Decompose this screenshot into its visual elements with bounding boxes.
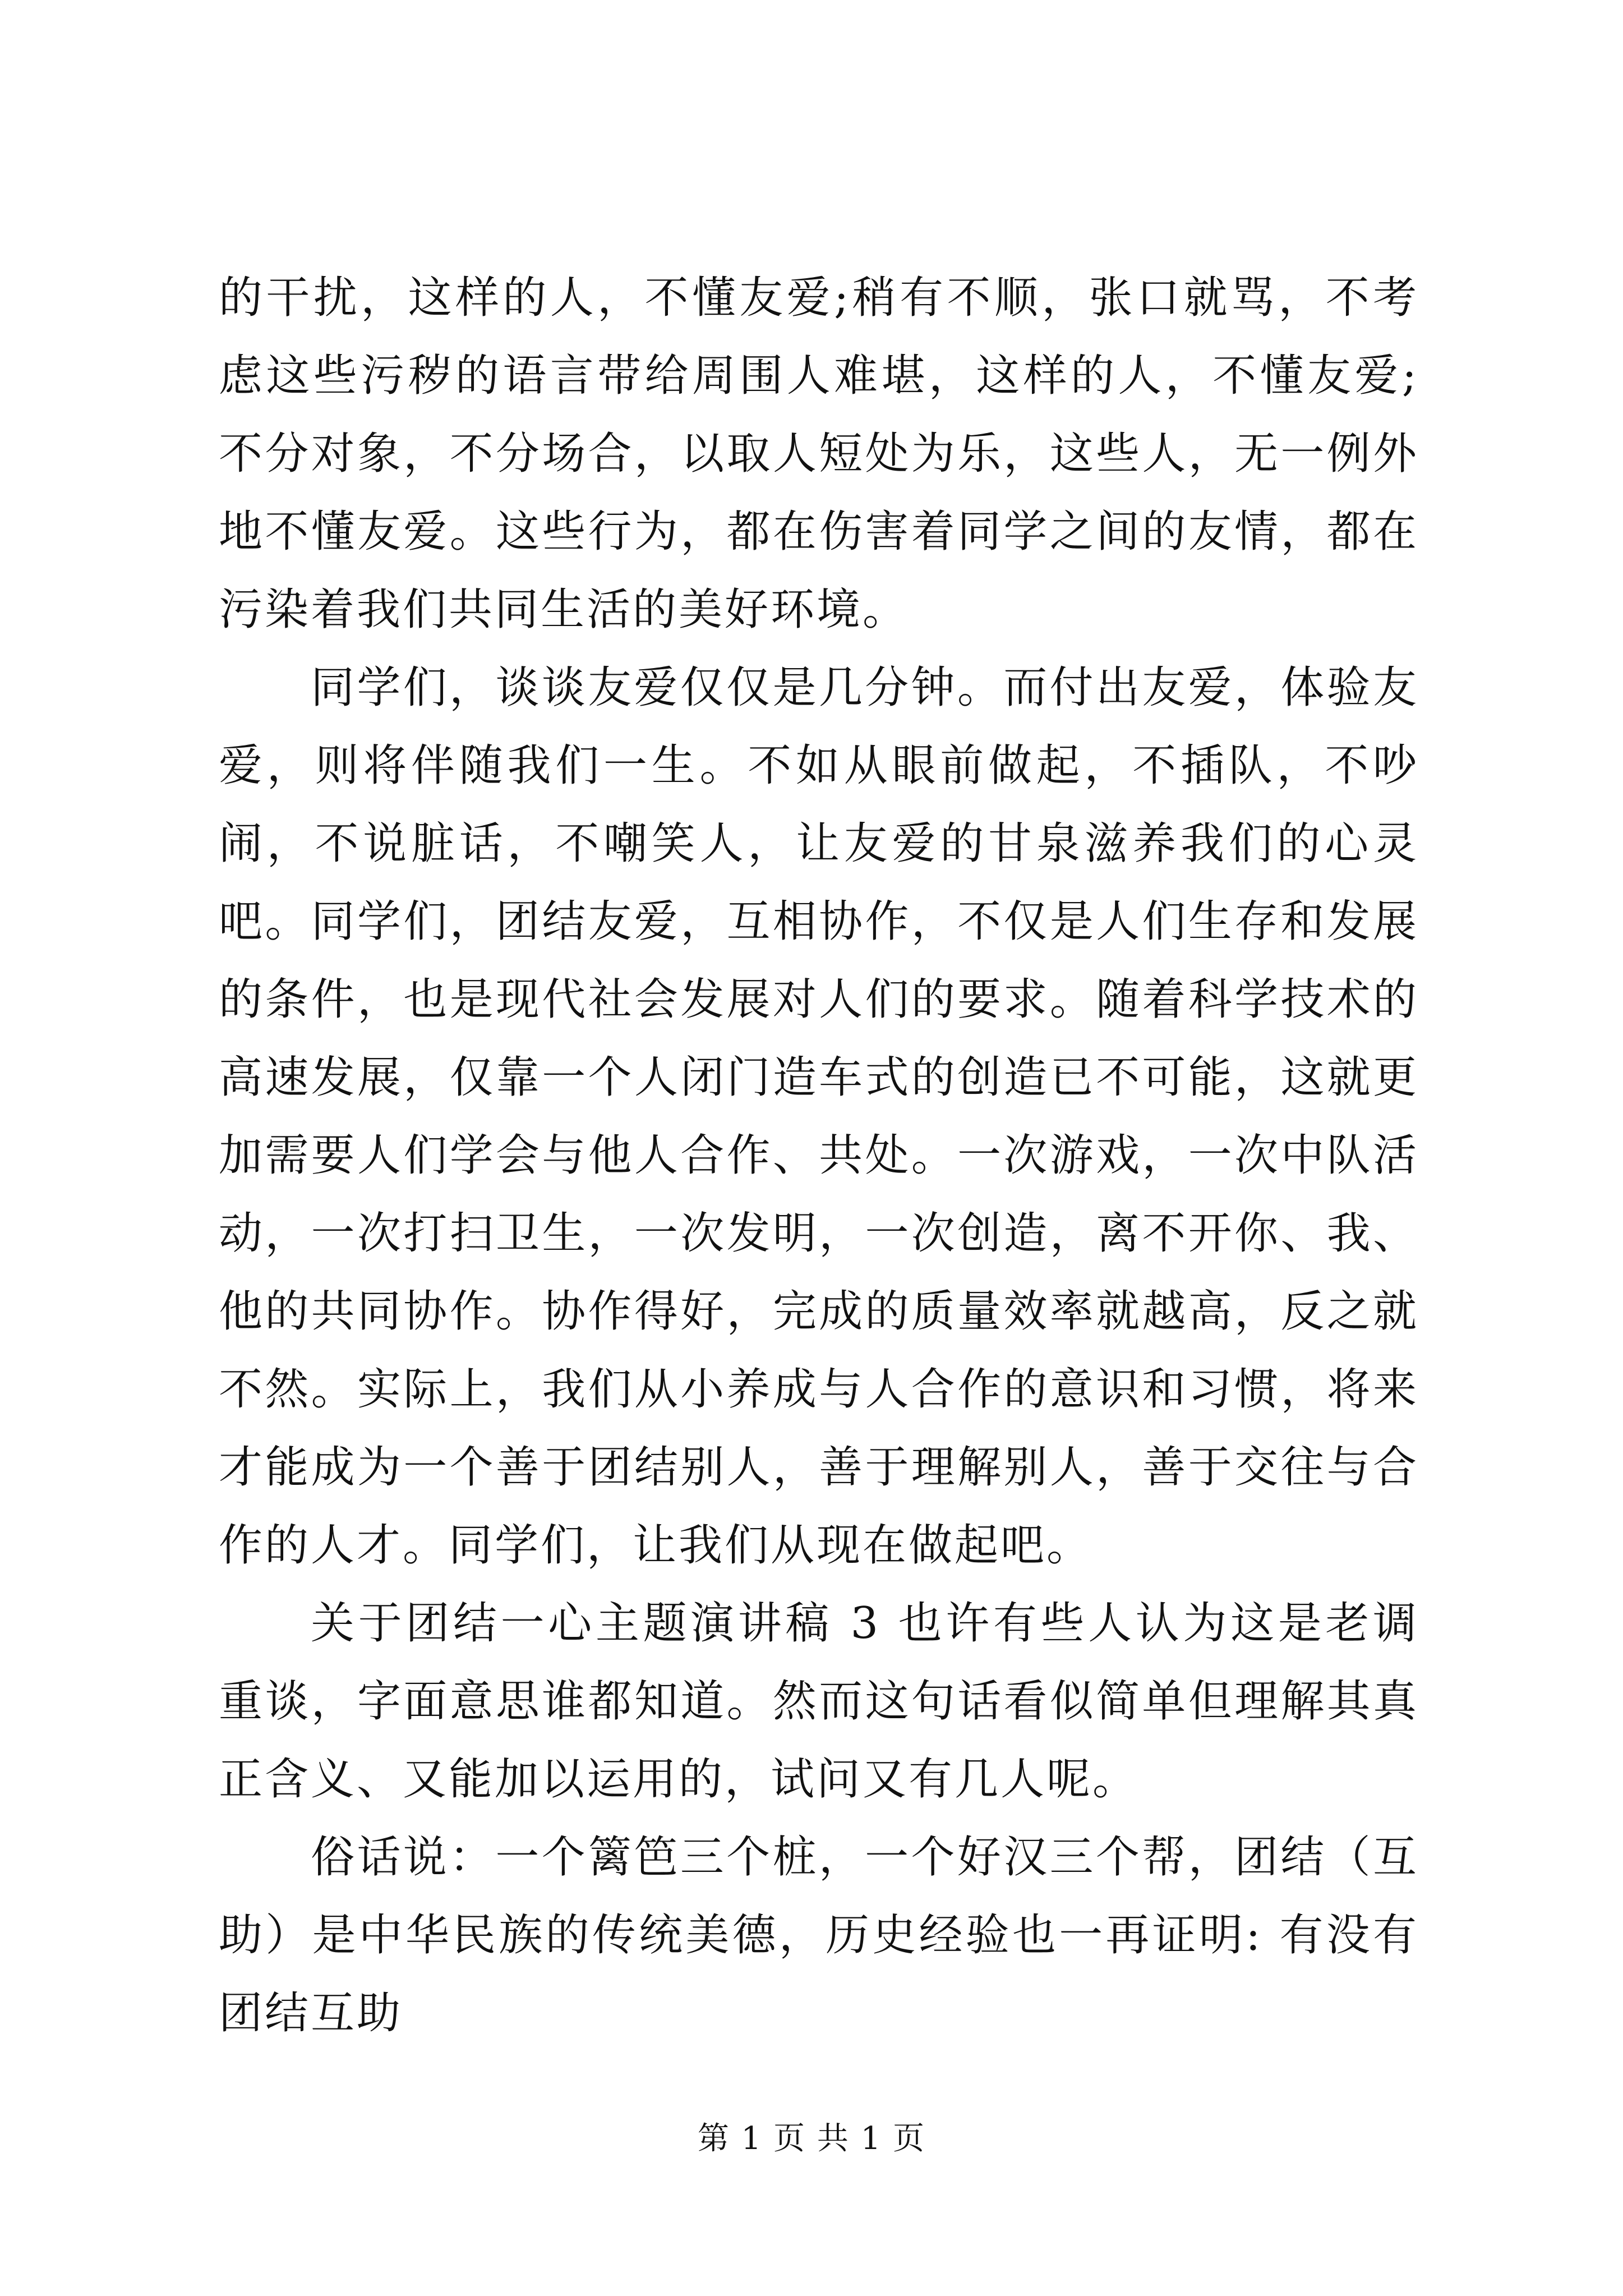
paragraph-3: 关于团结一心主题演讲稿 3 也许有些人认为这是老调重谈，字面意思谁都知道。然而这句话看似简单但理解其真正含义、又能加以运用的，试问又有几人呢。 bbox=[219, 1598, 1419, 1805]
document-body bbox=[219, 259, 1419, 2053]
page-footer: 第 1 页 共 1 页 bbox=[697, 2120, 926, 2157]
paragraph-2: 同学们，谈谈友爱仅仅是几分钟。而付出友爱，体验友爱，则将伴随我们一生。不如从眼前做起，不插队，不吵闹，不说脏话，不嘲笑人，让友爱的甘泉滋养我们的心灵吧。同学们，团结友爱，互相协作，不仅是人们生存和发展的条件，也是现代社会发展对人们的要求。随着科学技术的高速发展，仅靠一个人闭门造车式的创造已不可能，这就更加需要人们学会与他人合作、共处。一次游戏，一次中队活动，一次打扫卫生，一次发明，一次创造，离不开你、我、他的共同协作。协作得好，完成的质量效率就越高，反之就不然。实际上，我们从小养成与人合作的意识和习惯，将来才能成为一个善于团结别人，善于理解别人，善于交往与合作的人才。同学们，让我们从现在做起吧。 bbox=[219, 662, 1419, 1571]
paragraph-4: 俗话说：一个篱笆三个桩，一个好汉三个帮，团结（互助）是中华民族的传统美德，历史经验也一再证明: 有没有团结互助 bbox=[219, 1832, 1419, 2039]
paragraph-1: 的干扰，这样的人，不懂友爱;稍有不顺，张口就骂，不考虑这些污秽的语言带给周围人难堪，这样的人，不懂友爱;不分对象，不分场合，以取人短处为乐，这些人，无一例外地不懂友爱。这些行为，都在伤害着同学之间的友情，都在污染着我们共同生活的美好环境。 bbox=[219, 273, 1419, 635]
